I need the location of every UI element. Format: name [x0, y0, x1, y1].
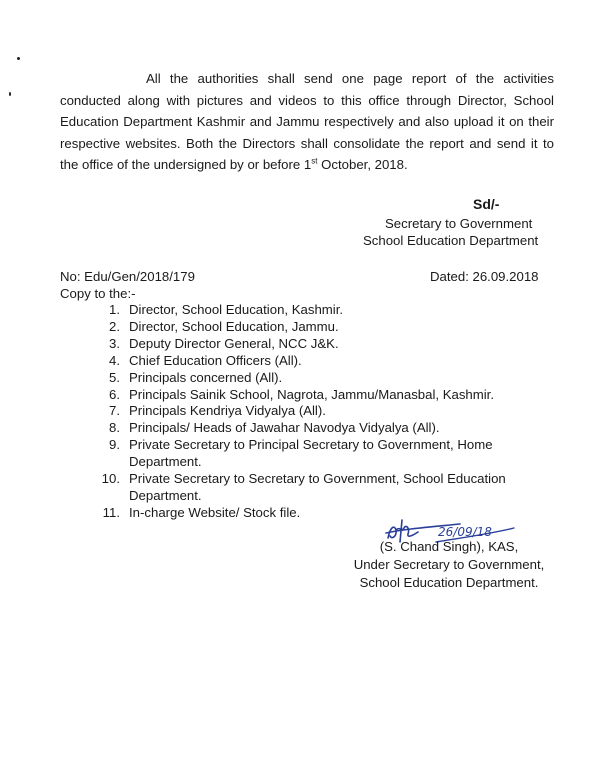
copy-list-item: [93, 420, 553, 437]
copy-list-number: 11.: [102, 504, 120, 520]
copy-list-item: [93, 353, 553, 370]
signatory-designation: Under Secretary to Government,: [353, 557, 545, 572]
copy-list-text: Private Secretary to Secretary to Government, School Education Department.: [129, 471, 506, 503]
copy-list-text: Principals Sainik School, Nagrota, Jammu/Manasbal, Kashmir.: [129, 386, 495, 402]
margin-mark-dot: [17, 57, 20, 60]
copy-list-text: Deputy Director General, NCC J&K.: [129, 335, 339, 351]
sd-mark: Sd/-: [473, 196, 500, 212]
copy-list-text: Director, School Education, Kashmir.: [129, 302, 344, 317]
copy-list-text: Private Secretary to Principal Secretary to Government, Home Department.: [129, 437, 493, 470]
copy-list-item: [93, 471, 553, 505]
signatory-block: [338, 538, 560, 592]
copy-list-text: Principals concerned (All).: [129, 369, 283, 385]
copy-list-text: Chief Education Officers (All).: [129, 352, 302, 368]
copy-list-number: 4.: [109, 352, 120, 368]
copy-list-number: 8.: [109, 420, 120, 436]
signatory-department: School Education Department.: [359, 575, 539, 590]
margin-mark-dot: [9, 92, 11, 96]
copy-list-text: In-charge Website/ Stock file.: [129, 504, 301, 520]
copy-list-number: 2.: [109, 318, 120, 334]
copy-list-number: 6.: [109, 386, 120, 402]
body-paragraph: All the authorities shall send one page report of the activities conducted along with pictures and videos to this office through Director, School Education Department Kashmir and Jammu respectively and also upload it on their respective websites. Both the Directors shall consolidate the report and send it to the office of the undersigned by or before 1st October, 2018.: [60, 71, 554, 172]
signoff-designation-line1: Secretary to Government: [385, 216, 533, 231]
reference-date: Dated: 26.09.2018: [430, 269, 539, 284]
copy-list-text: Principals/ Heads of Jawahar Navodya Vidyalya (All).: [129, 420, 440, 436]
copy-list-text: Director, School Education, Jammu.: [129, 318, 339, 334]
signatory-name: (S. Chand Singh), KAS,: [379, 539, 519, 554]
copy-list-item: [93, 336, 553, 353]
signoff-designation-line2: School Education Department: [363, 233, 539, 248]
copy-list-number: 3.: [109, 335, 120, 351]
superscript: st: [311, 156, 318, 166]
copy-list-number: 10.: [101, 471, 120, 487]
copy-list-number: 5.: [109, 369, 120, 385]
copy-list-number: 9.: [109, 437, 120, 453]
signature-date: 26/09/18: [438, 525, 492, 539]
copy-list-item: [93, 403, 553, 420]
copy-list-number: 7.: [109, 403, 120, 419]
copy-to-heading: Copy to the:-: [60, 286, 136, 301]
copy-list-text: Principals Kendriya Vidyalya (All).: [129, 403, 326, 419]
copy-list-item: [93, 387, 553, 404]
reference-number: No: Edu/Gen/2018/179: [60, 269, 195, 284]
copy-list: [93, 302, 553, 522]
copy-list-item: [93, 437, 553, 471]
copy-list-item: [93, 319, 553, 336]
copy-list-item: [93, 302, 553, 319]
copy-list-item: [93, 370, 553, 387]
copy-list-number: 1.: [109, 302, 120, 317]
